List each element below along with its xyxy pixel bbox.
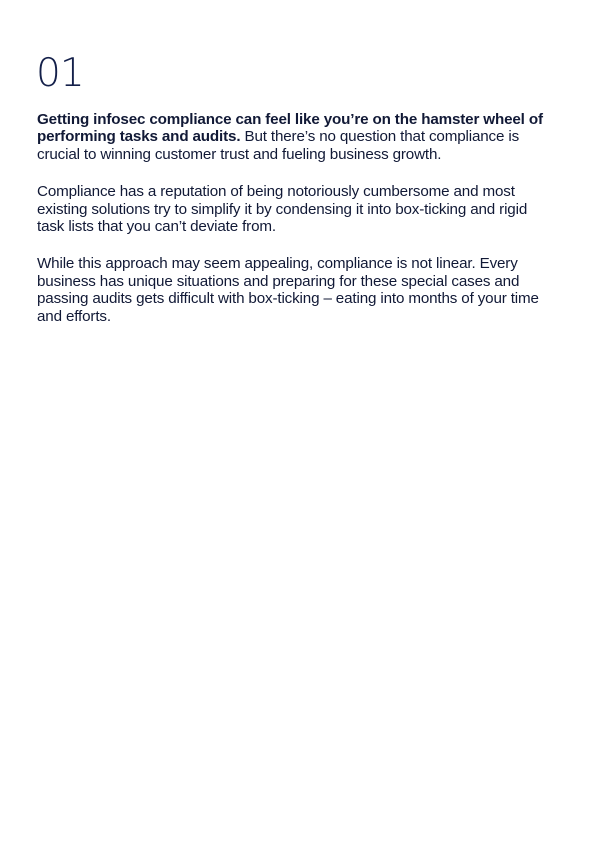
paragraph-1-text: But there’s no question that compliance is crucial to winning customer trust and fueling business growth. xyxy=(37,128,520,163)
paragraph-3: While this approach may seem appealing, compliance is not linear. Every business has unique situations and preparing for these special cases and passing audits gets difficult with box-ticking – eating into months of your time and efforts. xyxy=(37,255,539,325)
paragraph-2: Compliance has a reputation of being notoriously cumbersome and most existing solutions try to simplify it by condensing it into box-ticking and rigid task lists that you can’t deviate from. xyxy=(37,183,528,236)
body-text xyxy=(37,111,557,345)
paragraph-1-lead: Getting infosec compliance can feel like you’re on the hamster wheel of performing tasks and audits. xyxy=(37,111,543,146)
paragraph-1 xyxy=(37,111,557,163)
section-number: 01 xyxy=(36,51,84,96)
